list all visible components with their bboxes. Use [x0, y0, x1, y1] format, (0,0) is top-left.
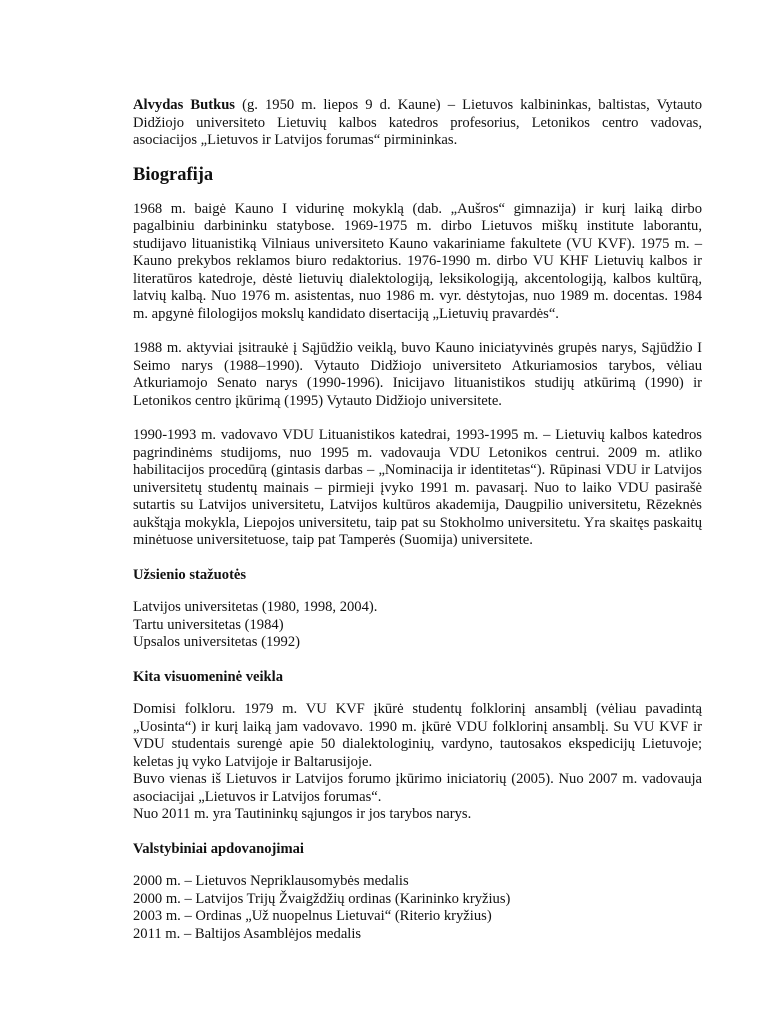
awards-list: [133, 873, 702, 943]
person-name: Alvydas Butkus: [133, 97, 235, 113]
biography-paragraph-2: 1988 m. aktyviai įsitraukė į Sąjūdžio veiklą, buvo Kauno iniciatyvinės grupės narys, Sąjūdžio I Seimo narys (1988–1990). Vytauto Didžiojo universiteto Atkuriamosios tarybos, vėliau Atkuriamojo Senato narys (1990-1996). Inicijavo lituanistikos studijų atkūrimą (1990) ir Letonikos centro įkūrimą (1995) Vytauto Didžiojo universitete.: [133, 340, 702, 409]
social-paragraph-2: Buvo vienas iš Lietuvos ir Latvijos forumo įkūrimo iniciatorių (2005). Nuo 2007 m. vadovauja asociacijai „Lietuvos ir Latvijos forumas“.: [133, 771, 702, 805]
internship-item: Latvijos universitetas (1980, 1998, 2004).: [133, 599, 378, 615]
biography-paragraph-3: 1990-1993 m. vadovavo VDU Lituanistikos katedrai, 1993-1995 m. – Lietuvių kalbos katedros pagrindinėms studijoms, nuo 1995 m. vadovauja VDU Letonikos centrui. 2009 m. atliko habilitacijos procedūrą (gintasis darbas – „Nominacija ir identitetas“). Rūpinasi VDU ir Latvijos universitetų studentų mainais – pirmieji įvyko 1991 m. pavasarį. Nuo to laiko VDU pasirašė sutartis su Latvijos universitetu, Latvijos kultūros akademija, Daugpilio universitetu, Rēzeknės aukštąja mokykla, Liepojos universitetu, taip pat su Stokholmo universitetu. Yra skaitęs paskaitų minėtuose universitetuose, taip pat Tamperės (Suomija) universitete.: [133, 427, 702, 548]
intro-paragraph: [133, 97, 702, 150]
social-text-block: [133, 701, 702, 824]
award-item: 2011 m. – Baltijos Asamblėjos medalis: [133, 925, 362, 942]
internship-item: Tartu universitetas (1984): [133, 616, 284, 633]
biography-heading: Biografija: [133, 164, 214, 185]
document-page: [133, 97, 702, 960]
awards-heading: Valstybiniai apdovanojimai: [133, 840, 304, 857]
award-item: 2003 m. – Ordinas „Už nuopelnus Lietuvai“ (Riterio kryžius): [133, 908, 492, 924]
award-item: 2000 m. – Latvijos Trijų Žvaigždžių ordinas (Karininko kryžius): [133, 890, 511, 907]
internships-list: [133, 599, 702, 652]
social-heading: Kita visuomeninė veikla: [133, 668, 283, 685]
social-paragraph-1: Domisi folkloru. 1979 m. VU KVF įkūrė studentų folklorinį ansamblį (vėliau pavadintą „Uosinta“) ir kurį laiką jam vadovavo. 1990 m. įkūrė VDU folklorinį ansamblį. Su VU KVF ir VDU studentais surengė apie 50 dialektologinių, vardyno, tautosakos ekspedicijų Lietuvoje; keletas jų vyko Latvijoje ir Baltarusijoje.: [133, 701, 702, 770]
internships-heading: Užsienio stažuotės: [133, 566, 247, 583]
award-item: 2000 m. – Lietuvos Nepriklausomybės medalis: [133, 873, 409, 889]
intro-text: (g. 1950 m. liepos 9 d. Kaune) – Lietuvos kalbininkas, baltistas, Vytauto Didžiojo universiteto Lietuvių kalbos katedros profesorius, Letonikos centro vadovas, asociacijos „Lietuvos ir Latvijos forumas“ pirmininkas.: [133, 97, 702, 148]
biography-paragraph-1: 1968 m. baigė Kauno I vidurinę mokyklą (dab. „Aušros“ gimnazija) ir kurį laiką dirbo pagalbiniu darbininku statybose. 1969-1975 m. dirbo Lietuvos miškų institute laborantu, studijavo lituanistiką Vilniaus universiteto Kauno vakariniame fakultete (VU KVF). 1975 m. – Kauno prekybos reklamos biuro redaktorius. 1976-1990 m. dirbo VU KHF Lietuvių kalbos ir literatūros katedroje, dėstė lietuvių dialektologiją, leksikologiją, akcentologiją, kalbos kultūrą, latvių kalbą. Nuo 1976 m. asistentas, nuo 1986 m. vyr. dėstytojas, nuo 1989 m. docentas. 1984 m. apgynė filologijos mokslų kandidato disertaciją „Lietuvių pravardės“.: [133, 200, 702, 322]
internship-item: Upsalos universitetas (1992): [133, 634, 300, 650]
social-paragraph-3: Nuo 2011 m. yra Tautininkų sąjungos ir jos tarybos narys.: [133, 806, 472, 822]
